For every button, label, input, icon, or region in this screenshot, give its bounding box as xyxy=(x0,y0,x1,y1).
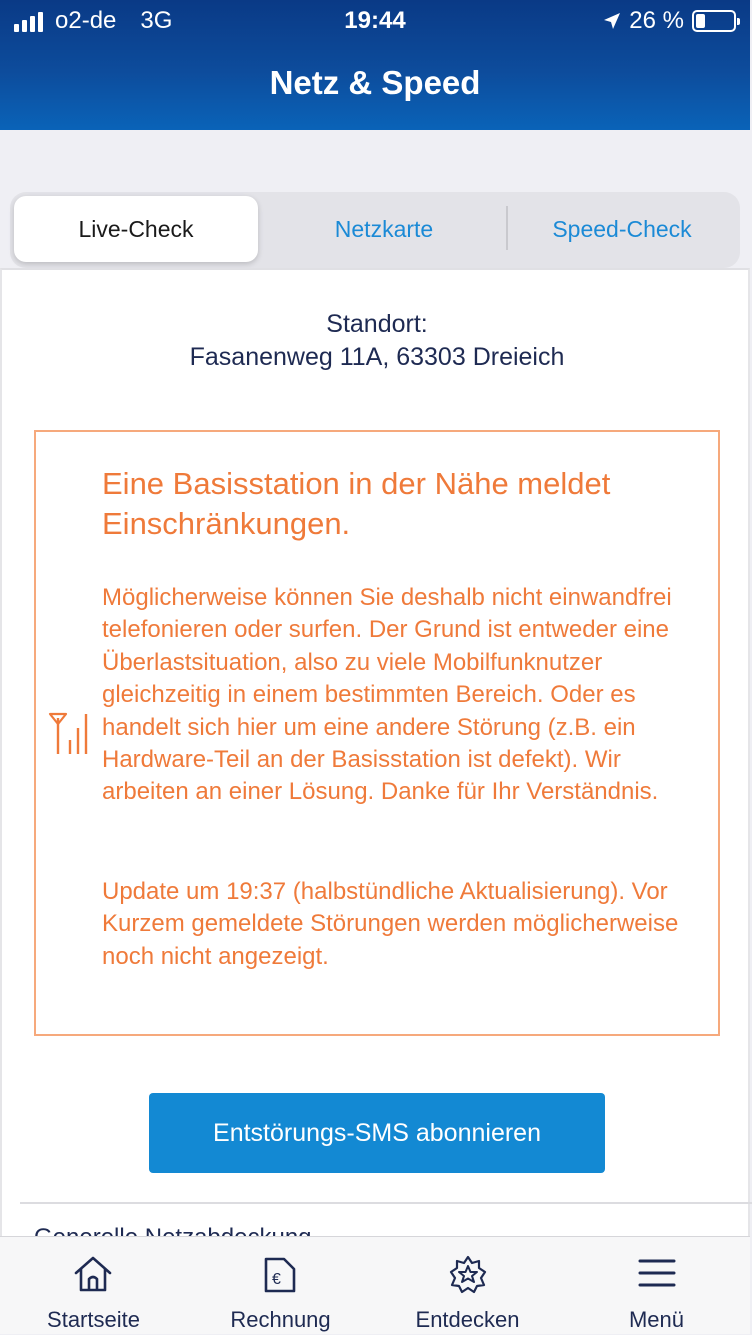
battery-icon xyxy=(692,10,736,32)
tab-speed-check[interactable]: Speed-Check xyxy=(552,215,692,242)
cell-tower-icon xyxy=(46,710,92,760)
tab-label: Entdecken xyxy=(415,1307,520,1332)
star-badge-icon xyxy=(447,1253,489,1295)
battery-level xyxy=(696,14,705,28)
status-time: 19:44 xyxy=(344,7,406,34)
tab-label: Startseite xyxy=(47,1307,140,1332)
tab-label: Menü xyxy=(628,1307,685,1332)
tab-netzkarte[interactable]: Netzkarte xyxy=(334,215,434,242)
status-bar xyxy=(0,0,750,40)
tab-rechnung[interactable] xyxy=(187,1237,374,1335)
home-icon xyxy=(72,1253,114,1295)
bottom-tab-bar xyxy=(0,1236,750,1334)
menu-icon xyxy=(637,1253,677,1293)
segmented-control xyxy=(10,192,740,268)
location-arrow-icon xyxy=(603,12,621,30)
network-type: 3G xyxy=(140,7,173,34)
section-divider xyxy=(20,1202,752,1204)
location-label: Standort: xyxy=(326,310,428,338)
tab-label: Rechnung xyxy=(230,1307,331,1332)
location-block xyxy=(2,308,752,374)
tab-entdecken[interactable] xyxy=(374,1237,561,1335)
live-check-panel xyxy=(0,268,750,1236)
carrier-name: o2-de xyxy=(55,7,117,34)
status-right xyxy=(603,7,736,35)
location-address: Fasanenweg 11A, 63303 Dreieich xyxy=(189,343,565,371)
subscribe-sms-button[interactable]: Entstörungs-SMS abonnieren xyxy=(149,1093,605,1173)
alert-body: Möglicherweise können Sie deshalb nicht einwandfrei telefonieren oder surfen. Der Grund ist entweder eine Überlastsituation, also zu viele Mobilfunknutzer gleichzeitig in einem bestimmten Bereich. Oder es handelt sich hier um eine andere Störung (z.B. ein Hardware-Teil an der Basisstation ist defekt). Wir arbeiten an einer Lösung. Danke für Ihr Verständnis. xyxy=(102,584,672,806)
invoice-icon xyxy=(260,1253,300,1297)
tab-startseite[interactable] xyxy=(0,1237,187,1335)
battery-percent: 26 % xyxy=(629,7,684,34)
alert-update-note: Update um 19:37 (halbstündliche Aktualisierung). Vor Kurzem gemeldete Störungen werden möglicherweise noch nicht angezeigt. xyxy=(102,878,679,970)
app-header xyxy=(0,0,750,130)
tab-live-check[interactable]: Live-Check xyxy=(14,196,258,262)
page-title: Netz & Speed xyxy=(269,64,481,101)
svg-text:€: € xyxy=(272,1271,281,1288)
alert-title: Eine Basisstation in der Nähe meldet Einschränkungen. xyxy=(102,466,611,541)
tab-menu[interactable] xyxy=(563,1237,750,1335)
outage-alert xyxy=(34,430,720,1036)
